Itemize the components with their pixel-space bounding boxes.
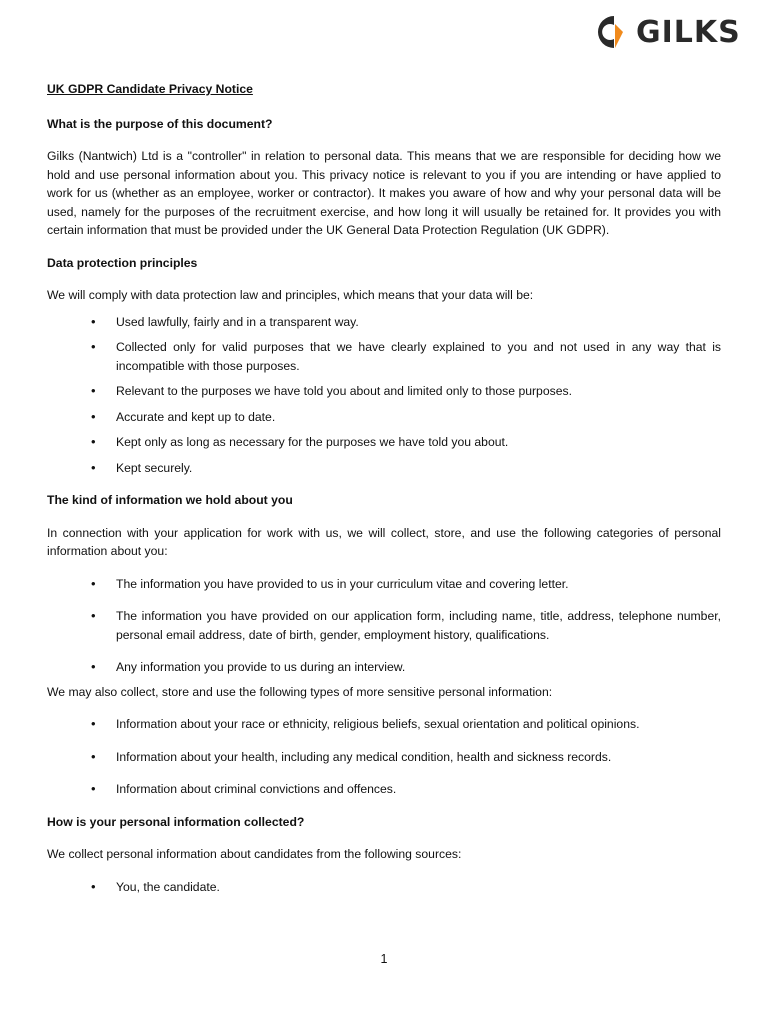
heading-collected: How is your personal information collected? xyxy=(47,814,305,829)
document-body xyxy=(47,80,721,896)
document-title: UK GDPR Candidate Privacy Notice xyxy=(47,82,253,96)
list-item: • Relevant to the purposes we have told you about and limited only to those purposes. xyxy=(47,382,721,401)
company-logo xyxy=(592,10,741,54)
list-item: • Information about your health, including any medical condition, health and sickness records. xyxy=(47,748,721,767)
list-item: • Information about your race or ethnicity, religious beliefs, sexual orientation and political opinions. xyxy=(47,715,721,734)
list-item: • The information you have provided to us in your curriculum vitae and covering letter. xyxy=(47,575,721,594)
list-item: • You, the candidate. xyxy=(47,878,721,897)
collected-list xyxy=(47,878,721,897)
logo-wordmark: GILKS xyxy=(636,14,741,50)
list-item: • Information about criminal convictions and offences. xyxy=(47,780,721,799)
list-item: • Kept only as long as necessary for the purposes we have told you about. xyxy=(47,433,721,452)
heading-kind: The kind of information we hold about you xyxy=(47,493,293,507)
list-item: • Collected only for valid purposes that we have clearly explained to you and not used in any way that is incompatible with those purposes. xyxy=(47,338,721,375)
heading-principles: Data protection principles xyxy=(47,255,198,270)
kind-list xyxy=(47,575,721,677)
sensitive-list xyxy=(47,715,721,799)
list-item: • Kept securely. xyxy=(47,459,721,478)
gilks-logo-icon xyxy=(592,12,628,52)
paragraph-kind: In connection with your application for work with us, we will collect, store, and use the following categories of personal information about you: xyxy=(47,525,721,558)
page-number: 1 xyxy=(380,952,388,966)
paragraph-principles: We will comply with data protection law and principles, which means that your data will be: xyxy=(47,288,534,302)
paragraph-purpose: Gilks (Nantwich) Ltd is a "controller" in relation to personal data. This means that we are responsible for deciding how we hold and use personal information about you. This privacy notice is relevant to you if you are intending or have applied to work for us (whether as an employee, worker or contractor). It makes you aware of how and why your personal data will be used, namely for the purposes of the recruitment exercise, and how long it will usually be retained for. It provides you with certain information that must be provided under the UK General Data Protection Regulation (UK GDPR). xyxy=(47,149,721,237)
paragraph-collected: We collect personal information about candidates from the following sources: xyxy=(47,847,462,861)
list-item: • Used lawfully, fairly and in a transparent way. xyxy=(47,313,721,332)
list-item: • The information you have provided on our application form, including name, title, address, telephone number, personal email address, date of birth, gender, employment history, qualifications. xyxy=(47,607,721,644)
heading-purpose: What is the purpose of this document? xyxy=(47,116,273,131)
principles-list xyxy=(47,313,721,478)
paragraph-sensitive: We may also collect, store and use the following types of more sensitive personal information: xyxy=(47,684,553,699)
list-item: • Any information you provide to us during an interview. xyxy=(47,658,721,677)
list-item: • Accurate and kept up to date. xyxy=(47,408,721,427)
